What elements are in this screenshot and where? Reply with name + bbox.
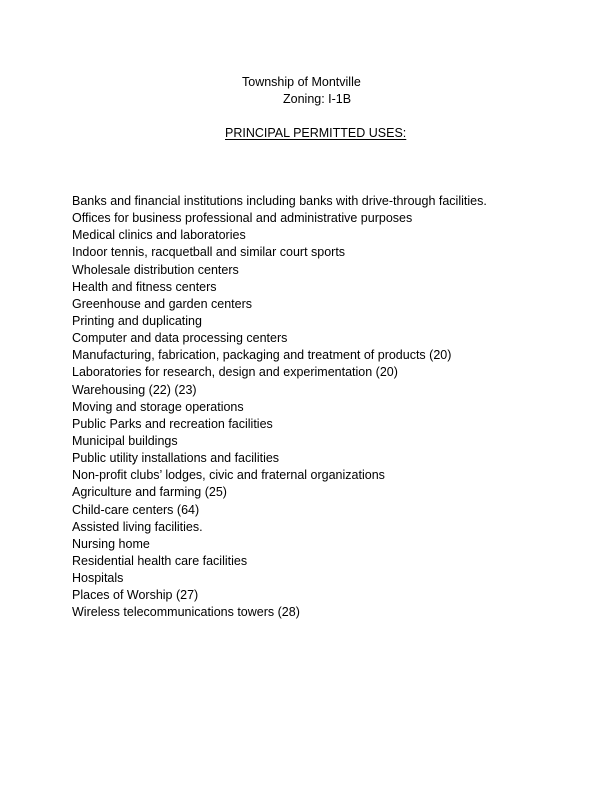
list-item: Moving and storage operations	[72, 399, 244, 414]
list-item: Public utility installations and facilities	[72, 451, 280, 466]
list-item: Indoor tennis, racquetball and similar court sports	[72, 245, 346, 260]
list-item: Public Parks and recreation facilities	[72, 416, 273, 431]
list-item: Greenhouse and garden centers	[72, 296, 252, 311]
list-item: Laboratories for research, design and experimentation (20)	[72, 365, 398, 380]
list-item: Manufacturing, fabrication, packaging and treatment of products (20)	[72, 348, 452, 363]
list-item: Wholesale distribution centers	[72, 262, 239, 277]
list-item: Child-care centers (64)	[72, 502, 200, 517]
list-item: Non-profit clubs’ lodges, civic and fraternal organizations	[72, 468, 385, 483]
list-item: Assisted living facilities.	[72, 519, 203, 534]
township-title: Township of Montville	[242, 75, 361, 89]
list-item: Health and fitness centers	[72, 279, 217, 294]
list-item: Municipal buildings	[72, 433, 178, 448]
list-item: Computer and data processing centers	[72, 331, 288, 346]
zoning-label: Zoning: I-1B	[283, 92, 352, 106]
permitted-uses-list	[72, 193, 487, 622]
list-item: Wireless telecommunications towers (28)	[72, 605, 300, 620]
list-item: Places of Worship (27)	[72, 588, 199, 603]
list-item: Agriculture and farming (25)	[72, 485, 227, 500]
list-item: Residential health care facilities	[72, 553, 248, 568]
list-item: Offices for business professional and administrative purposes	[72, 211, 413, 226]
section-heading: PRINCIPAL PERMITTED USES:	[225, 126, 407, 140]
list-item: Banks and financial institutions including banks with drive-through facilities.	[72, 194, 487, 208]
list-item: Warehousing (22) (23)	[72, 382, 197, 397]
list-item: Medical clinics and laboratories	[72, 228, 246, 243]
list-item: Hospitals	[72, 571, 124, 586]
list-item: Printing and duplicating	[72, 313, 202, 328]
list-item: Nursing home	[72, 536, 150, 551]
